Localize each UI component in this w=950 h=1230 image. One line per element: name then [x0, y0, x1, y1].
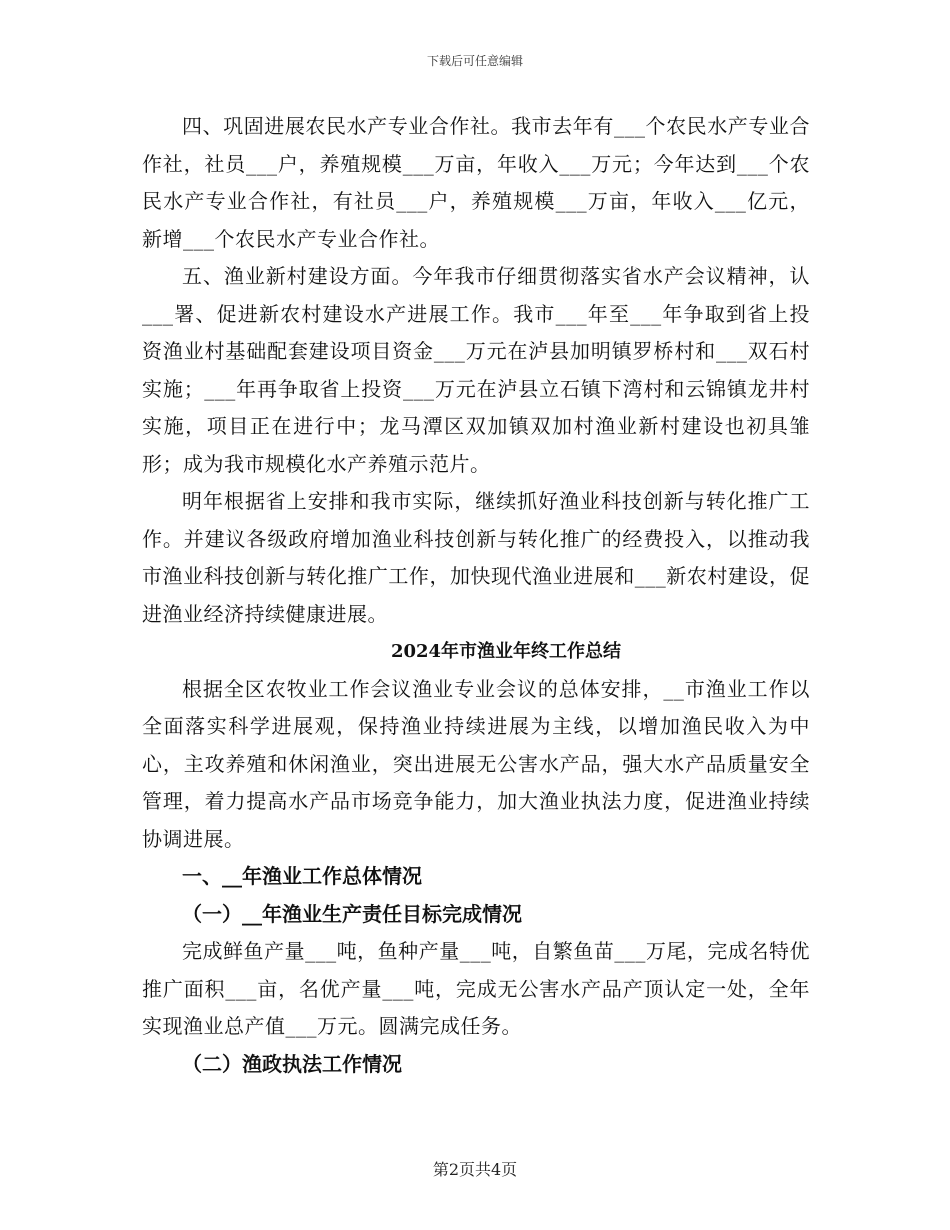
page-number-footer: 第2页共4页 — [432, 1160, 518, 1179]
paragraph-introduction: 根据全区农牧业工作会议渔业专业会议的总体安排，__市渔业工作以全面落实科学进展观，保持渔业持续进展为主线，以增加渔民收入为中心，主攻养殖和休闲渔业，突出进展无公害水产品，强大水产品质量安全管理，着力提高水产品市场竞争能力，加大渔业执法力度，促进渔业持续协调进展。 — [142, 676, 810, 851]
page-header-note: 下载后可任意编辑 — [426, 54, 523, 68]
heading-law-enforcement: （二）渔政执法工作情况 — [182, 1051, 402, 1076]
paragraph-next-year-plan: 明年根据省上安排和我市实际，继续抓好渔业科技创新与转化推广工作。并建议各级政府增加渔业科技创新与转化推广的经费投入，以推动我市渔业科技创新与转化推广工作，加快现代渔业进展和___新农村建设，促进渔业经济持续健康进展。 — [142, 489, 810, 626]
document-body — [142, 108, 810, 1083]
section-title: 2024年市渔业年终工作总结 — [390, 641, 622, 662]
heading-overall-situation: 一、__年渔业工作总体情况 — [182, 864, 422, 888]
paragraph-fishery-village: 五、渔业新村建设方面。今年我市仔细贯彻落实省水产会议精神，认___署、促进新农村建设水产进展工作。我市___年至___年争取到省上投资渔业村基础配套建设项目资金___万元在泸县加明镇罗桥村和___双石村实施；___年再争取省上投资___万元在泸县立石镇下湾村和云锦镇龙井村实施，项目正在进行中；龙马潭区双加镇双加村渔业新村建设也初具雏形；成为我市规模化水产养殖示范片。 — [142, 264, 810, 476]
heading-production-targets: （一）__年渔业生产责任目标完成情况 — [182, 901, 522, 926]
paragraph-cooperatives: 四、巩固进展农民水产专业合作社。我市去年有___个农民水产专业合作社，社员___户，养殖规模___万亩，年收入___万元；今年达到___个农民水产专业合作社，有社员___户，养殖规模___万亩，年收入___亿元，新增___个农民水产专业合作社。 — [142, 114, 810, 251]
paragraph-production-results: 完成鲜鱼产量___吨，鱼种产量___吨，自繁鱼苗___万尾，完成名特优推广面积___亩，名优产量___吨，完成无公害水产品产顶认定一处，全年实现渔业总产值___万元。圆满完成任务。 — [142, 939, 810, 1038]
